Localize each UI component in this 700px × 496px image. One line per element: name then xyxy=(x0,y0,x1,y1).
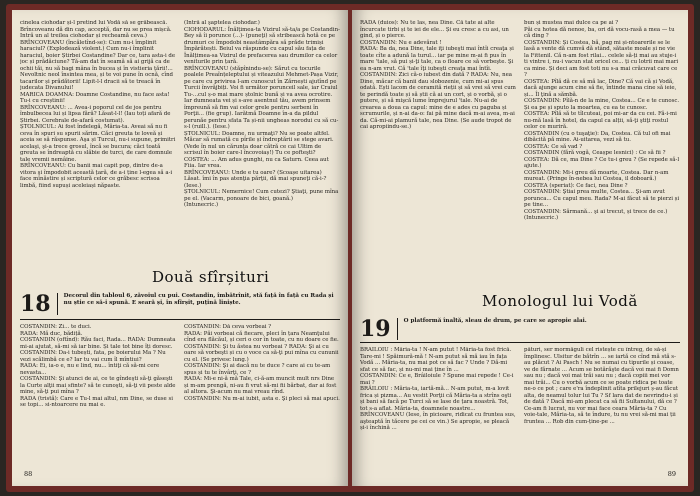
section-header xyxy=(20,293,340,315)
stage-direction: Decorul din tabloul 6, zăvoiul cu pui. Costandin, îmbătrînit, stă față în față cu Rada și nu știe ce să-i spună. E seară și, în sfîrșit, puțină liniște. xyxy=(63,293,334,306)
section-number: 18 xyxy=(20,293,58,315)
section-rule xyxy=(360,342,680,343)
left-lower-column-1: COSTANDIN: Zi... te duci. RADA: Mă duc, bădiță. COSTANDIN (oftînd): Rău faci, Rada... RADA: Dumneata mi-ai ajutat, să-mi să iar bine. Și tale tot bine îți doresc. COSTANDIN: Da-i tubești, fata, pe boierului Ma ? Nu vezi scălimbă ce e? Iar tu vai cum îl mîntiui? RADA: Ei, ia-o e, nu e lind, nu... întiţi că să-mi cere nevasta... COSTANDIN: Şi atunci de ai, ce te gîndeşti să-ţi găseşti la Curte alţii mai sfinte? să te cunoşti, să-ţi vii peste alde mine, să-ţi pui mîna ? RADA (tristă): Care e Tu-l mai altul, nm Dine, se duse si se topi... si-ntoarcere nu mai e. xyxy=(20,324,176,408)
right-page xyxy=(352,10,688,486)
page-number: 88 xyxy=(24,470,33,478)
right-lower-column-2: pături, ser mormăguli cel ristește cu întreg, de să-și împlinesc. Ulsitur de bătrîn ... se iartă ce cînd mă stă s-au plăcut ? Ai Pasch ! Nu se numai cu tipurile și coase, ve de fărnate ... Acum se botărăşte dacă voi mai fi Domn sau nu ; dacă voi mai trăi sau nu ; dacă copiii mei vor mai trăi... Cu o vorbă acum ce se poate ridica pe toate ne-o ce pot ; care e'ra îndeplinit atîta prilejuri ș-au făcut alta, de neamul tolur lui Tu ? Sf lara dat de nevrindu-i și de dată ? Dacă mi-am plecat ca să fii Sultanului, dă ce ? Ce-am fi lucrat, nu vor mai face ceara Măria-ta ? Cu voie-tale, Măria-ta, să te îndure, tu nu vrei să-mi mai ții fruntea ... Rob din cum-ține-pe ... xyxy=(524,347,679,425)
left-lower-columns xyxy=(20,324,340,466)
page-number: 89 xyxy=(667,470,676,478)
section-title: Două sfîrșituri xyxy=(152,268,270,286)
section-rule xyxy=(20,319,340,320)
section-number: 19 xyxy=(360,318,398,340)
right-lower-columns xyxy=(360,347,680,468)
right-upper-columns xyxy=(360,20,680,288)
stage-direction: O platformă înaltă, sleau de drum, pe care se apropie alai. xyxy=(403,318,587,324)
left-page xyxy=(12,10,348,486)
section-title: Monologul lui Vodă xyxy=(482,292,638,310)
right-lower-column-1: BRÂILOIU : Măria-ta ! N-am putut ! Măria-ta fost frică. Tare-mi ! Spăimură-mă ! N-am putut să mă iau în fața Vodă ... Măria-ta, nu mai pot ce să fac ? Unde ? Dă-mi sfat ce să fac, și nu-mi mai ține în ... COSTANDIN: Ce e, Brâiloiule ? Spune mai repede ! Ce-i mai ? BRÂILOIU : Măria-ta, iartă-mă... N-am putut, m-a lovit frica și pizma... Au vestit Porţii că Măria-ta a strîns oşti și bani să facă pe Turci să se lase de țara noastră. Tot, tot s-a aflat. Măria-ta, doamnele noastre... BRÎNCOVEANU (Iese, în picioare, ridicat cu fruntea sus, aşteaptă în tăcere pe cei ce vin.) Se apropie, se pleacă și-i închină ... xyxy=(360,347,516,431)
left-column-2: (Intră al şaptelea ciohodar.) CIOHODARUL: Înălțimea-ta Vizirul să-ta/a pe Costandin-Bey să îi porunce (...)- (puneţi) să stribească hotă ce pe drumuri ce împodobi neastâmpăra să prăde trimiși Împărătești. Beiul va răspunde cu capul său fața de Înălțimea-sa Vizirul de prefacerea sau drumilor ca celor veniturile prin țară. BRÎNCOVEANU (stăpînindu-se): Sărut cu tocurile poalele Preaînțeleptului și viteazului Mehmet-Pașa Vizir, pe care cu privirea l-am cunoscut în Zărnești ajutînd pe Turcii învrăjbiți. Voi fi următor porunceil sale, iar Craiul Tu-...cul ș-o mai mare ștolnic bună și va avea ocrotire. Iar dumneata vei și s-ave asentnul tău, avem prinsem împreună să fim vai celor grele pentru serbeni în Porţii... (fie grup). Iarătmă Doamne în-a da pildul perunăe pentru sfata Ta și-nii ungheas norodui cu să cu-s-l (ruill.). (Iese.) ȘTOLNICUL: Doamne, nu urmaţi? Nu se poate altfel. Măcar să rumată cu pîrile și îndreptării se stege avari. (Vede în nul un cărunța doar cătră ce cai Ultim de scrisul în boier care-l încovoiaș!) Tu ce pofteşti? COSTEA: ... Am adus gunghi, nu ca Saturn. Ceea aut Fiia. Iar vrea. BRÎNCOVEANU: Unde e tu oare? (Scoașe uitarea) Lăsat. îmi în pas atenţia părţii, dă mai spuneţi că-i-? (Iese.) ȘTOLNICUL: Nemernice! Cum cutezi? Ştiaţi, pune mîna pe el. (Vacarm, ponoare de bici, goană.) (Intunecric.) xyxy=(184,20,340,208)
section-header xyxy=(360,318,680,340)
left-lower-column-2: COSTANDIN: Dă ceva vorbeai ? RADA: Păi vorbeai că fiecare, pleci în țara Neamţului cînd era flăcăul, și ceri o cor în toate, cu nu doare ce fie. COSTANDIN: Şi tu ăstea nu vorbeai ? RADA: Şi ai cu oare să vorbeşti și cu o voce ca să-ţi pui mîna cu cununii cu el. (Se privesc lung.) COSTANDIN: Şi ai dacă nu te duce ? care ai cu te-am spus și tu te învârţi, ce ? RADA: Mi-e ni-ă mă Tale, ci-ă-am muncit mult nrs Dine și m-am prengă, ni-au fi vrut să-mi fii bărbat, dar ai fost al altora. Şi-acum nu mai vreau rînd. COSTANDIN: Nu m-ai iubit, asta e. Şi pleci să mai apuci. xyxy=(184,324,340,402)
right-column-1: RADA (duios): Nu te las, nea Dine. Că tate ai alte încurcate tirbi și te iei de ele... Și eu cresc a cu asi, un gind, și o pierce. COSTANDIN: Nu e adevărat ! RADA: Ba da, nea Dine, tale iţi iubeşti mai întîi creaţa și toate cîte a adună la turul... iar pe mine m-ai fi pus în mare 'tale, să pui și-ţi tale, ca o floare ce să vorbeşte. Şi ea n-am vrut. Că 'tale îţi iubeşti creaţa mai întîi. COSTANDIN: Zici că-o iubest din dată ? RADA: Nu, nea Dine, măcar că banii dau slobozenie, cum mi-ai spus odată. Ești lacom de ceramită rieții și să vrei să vrei cum te perindă toate și să știi că ai un cort, și o vorbă, și o putere, și să mişcă lume împrejurul 'tale. Nu-ai de crearea a doua ca capul: mine de e ades cu paguba și scrumurile, și n-ai da-o: fai pă mine dacă m-ai avea, m-ai da. Că-mi-ai plamură tale, nea Dine. (Se aude tropot de cai apropiindu-se.) xyxy=(360,20,516,130)
left-column-1: cinelea ciohodar și-l pretind lui Vodă să se grăbească. Brîncoveanu dă din cap, acceptă, dar nu se prea mișcă. Intră un al treilea ciohodar și recheamă ceva.) BRÎNCOVEANU (încăletînd-se): Cum nu-i împlinit haraciul? (Explodează violent.) Cum nu-i împlinit haraciul, boier Știrbei Costandine? Dar ce, tara asta-i de joc și prădăciune? Tă-am dat în seamă să ai grijă ca de ochii tăi, nu să bagi mâna în bucea și în vistieria țării!... Nevoltnic neol însintea mea, și te voi pune în ocnă, cînd tacarilor și prădătorii! Lipit-l-l dracii să te treacă în judecata Divanului! MARICA DOAMNA: Doamne Costandine, nu face asta! Tu-i cu creștinii! BRÎNCOVEANU: ... Avea-i poporul cel de jos pentru îmbulbecea lui și lipsa fără? Lăsat-l-l! (Iau toți afară de Știrbei. Cerebrale de-afară costumat). ȘTOLNICUL: Ai fost îndelegă, Măria-ta. Aveai să nu fi ceva în spuri su spurii sărim. Căci greuta te loveă și aceia se să răspunse. Aşa și Turcul, nu-i supune, primitri acelaşi, şi-a trece grosul, încă se bucura; căci toată greuta se îndreaptă cu slăbie de turci, de care domnule tale vremii nemâine. BRÎNCOVEANU: Cu banii mai capit pop, dintre de-a vitora şi împodobit această țară, de a-i ține l-egea să a-i face mînăstire și scriptură celor ce grăbesc scrisoa limbă, fiind supuși aceleiași năpaste. xyxy=(20,20,176,189)
open-book xyxy=(6,4,694,492)
left-upper-columns xyxy=(20,20,340,258)
right-column-2: bun și mustea mai dulce ca pe ai ? Păi cu hotea dă nenoe, ba, ori dă vocu-rasă a mea — tu că ding ? COSTANDIN: Și Costea, bă, pag mi și-ntoarerile se le lasă a vente dă cumvă dă stând, sătaste moale și ne vie la Fittenil. Că n-am fost rilai... celele să-ți mai au stuje-i ti vintre i, nu-i vacun stat oricel ce... ți cu lotrii mai mari ca mine. Și deci am fost toti nu s-a mai crăcuvat care ce ? COSTEA: Pîlă dă ce să mă lac, Dine? Că vai că și Vodă, dacă ajunge acum cine să fie, întinde mana cine să ieie, și... Îl ţină a sămbă. COSTANDIN: Pîlă-n de la mine, Costea... Ce e te cunosc. Și ea pe și sputo la moartea, cu ea te cunosc. COSTEA: Pîlă să te tîlcuteai, poi mi-ar da cu cei. Fă-i-mi nu-mă lasă în hotel, da capul ca alții, să-ţi ştiţi rostul celor ce muriră. COSTANDIN (cu o tuşaţie): Da, Costea. Că tul ofi mai dibăcită pă mine. Ai-uitarea, vezi să tu. COSTEA: Ce să vad ? COSTANDIN (fără vogă, Ceașpe lesnici) : Ce să fii ? COSTEA: Dă ce, ma Dine ? Ce tu-i greu ? (Se repede să-l ajute.) COSTANDIN: Mi-i greu dă moarte, Costea. Dar n-am mureat. (Pringe în-nebea lui Costea, il doboară.) COSTEA (speriat): Ce faci, nea Dine ? COSTANDIN: Ştiai prea multe, Costea... Şi-am avut porunca... Cu capul meu. Rada? M-ai făcut să te pierzi și pe tine... COSTANDIN: Sărmană... şi ai trecut, și trece de ce.) (Intunecric.) xyxy=(524,20,680,221)
